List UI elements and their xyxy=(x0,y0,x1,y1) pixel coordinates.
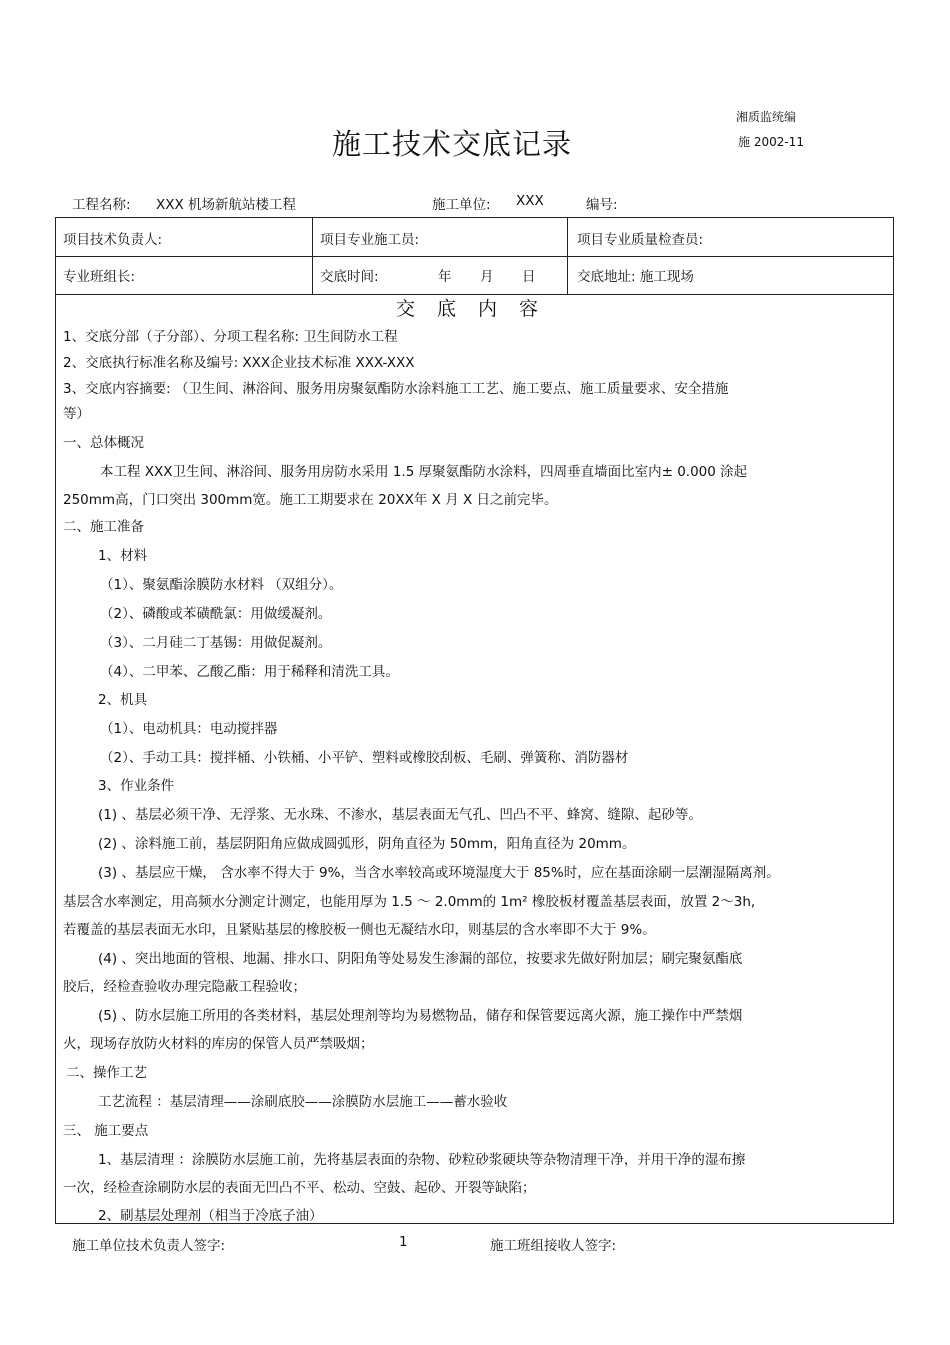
content-line: 1、基层清理 ：涂膜防水层施工前，先将基层表面的杂物、砂粒砂浆硬块等杂物清理干净，并用干净的湿布擦 xyxy=(98,1152,746,1168)
content-line: (3) 、基层应干燥， 含水率不得大于 9%，当含水率较高或环境湿度大于 85%时，应在基面涂刷一层潮湿隔离剂。 xyxy=(98,865,780,881)
year-label: 年 xyxy=(438,269,452,285)
month-label: 月 xyxy=(480,269,494,285)
content-line: (2) 、涂料施工前，基层阴阳角应做成圆弧形，阴角直径为 50mm，阳角直径为 20mm。 xyxy=(98,836,636,852)
page-number: 1 xyxy=(399,1234,408,1250)
content-line: 3、交底内容摘要: （卫生间、淋浴间、服务用房聚氨酯防水涂料施工工艺、施工要点、施工质量要求、安全措施 xyxy=(63,381,729,397)
content-line: （1）、聚氨酯涂膜防水材料 （双组分）。 xyxy=(100,577,343,593)
form-code-line2: 施 2002-11 xyxy=(738,135,804,149)
briefing-place: 交底地址: 施工现场 xyxy=(577,269,694,285)
tech-leader-label: 项目技术负责人: xyxy=(63,232,163,248)
content-line: 一、总体概况 xyxy=(63,435,144,451)
content-line: （4）、二甲苯、乙酸乙酯：用于稀释和清洗工具。 xyxy=(100,664,399,680)
project-name-label: 工程名称: xyxy=(72,197,131,213)
record-table xyxy=(55,217,894,1224)
content-line: 等） xyxy=(63,406,90,422)
number-label: 编号: xyxy=(586,197,618,213)
content-line: 3、作业条件 xyxy=(98,778,175,794)
table-divider xyxy=(567,218,568,294)
content-line: （2）、磷酸或苯磺酰氯：用做缓凝剂。 xyxy=(100,606,332,622)
content-line: 工艺流程 ：基层清理——涂刷底胶——涂膜防水层施工——蓄水验收 xyxy=(98,1094,508,1110)
table-divider xyxy=(312,218,313,294)
form-code-line1: 湘质监统编 xyxy=(736,110,797,124)
content-line: （2）、手动工具：搅拌桶、小铁桶、小平铲、塑料或橡胶刮板、毛刷、弹簧称、消防器材 xyxy=(100,750,629,766)
team-leader-label: 专业班组长: xyxy=(63,269,136,285)
content-line: 三、 施工要点 xyxy=(63,1123,149,1139)
content-line: 2、刷基层处理剂（相当于冷底子油） xyxy=(98,1208,323,1224)
content-line: 1、材料 xyxy=(98,548,148,564)
content-line: （1）、电动机具：电动搅拌器 xyxy=(100,721,278,737)
tech-leader-signature-label: 施工单位技术负责人签字: xyxy=(72,1238,226,1254)
page-title: 施工技术交底记录 xyxy=(332,127,573,161)
content-line: 若覆盖的基层表面无水印，且紧贴基层的橡胶板一侧也无凝结水印，则基层的含水率即不大于 9%。 xyxy=(63,922,656,938)
content-line: (4) 、突出地面的管根、地漏、排水口、阴阳角等处易发生渗漏的部位，按要求先做好附加层；刷完聚氨酯底 xyxy=(98,951,743,967)
content-line: (1) 、基层必须干净、无浮浆、无水珠、不渗水，基层表面无气孔、凹凸不平、蜂窝、缝隙、起砂等。 xyxy=(98,807,702,823)
construction-unit-value: XXX xyxy=(516,193,544,209)
quality-inspector-label: 项目专业质量检查员: xyxy=(577,232,704,248)
project-name-value: XXX 机场新航站楼工程 xyxy=(156,197,297,213)
content-line: （3）、二月硅二丁基锡：用做促凝剂。 xyxy=(100,635,332,651)
content-line: 2、交底执行标准名称及编号: XXX企业技术标准 XXX-XXX xyxy=(63,355,415,371)
section-title: 交底内容 xyxy=(396,298,561,320)
content-line: 二、操作工艺 xyxy=(66,1065,147,1081)
content-line: 250mm高，门口突出 300mm宽。施工工期要求在 20XX年 X 月 X 日之前完毕。 xyxy=(63,492,558,508)
content-line: 二、施工准备 xyxy=(63,519,144,535)
construction-unit-label: 施工单位: xyxy=(432,197,491,213)
content-line: 2、机具 xyxy=(98,692,148,708)
content-line: 火，现场存放防火材料的库房的保管人员严禁吸烟； xyxy=(63,1036,374,1052)
site-engineer-label: 项目专业施工员: xyxy=(320,232,420,248)
briefing-time-label: 交底时间: xyxy=(320,269,379,285)
content-line: 胶后，经检查验收办理完隐蔽工程验收； xyxy=(63,979,306,995)
table-divider xyxy=(56,256,893,257)
content-line: 基层含水率测定，用高频水分测定计测定，也能用厚为 1.5 ～ 2.0mm的 1m² 橡胶板材覆盖基层表面，放置 2～3h, xyxy=(63,894,756,910)
content-line: 1、交底分部（子分部）、分项工程名称: 卫生间防水工程 xyxy=(63,329,398,345)
content-line: 本工程 XXX卫生间、淋浴间、服务用房防水采用 1.5 厚聚氨酯防水涂料，四周垂直墙面比室内± 0.000 涂起 xyxy=(100,464,748,480)
content-line: (5) 、防水层施工所用的各类材料，基层处理剂等均为易燃物品，储存和保管要远离火源，施工操作中严禁烟 xyxy=(98,1008,743,1024)
team-receiver-signature-label: 施工班组接收人签字: xyxy=(490,1238,617,1254)
content-line: 一次，经检查涂刷防水层的表面无凹凸不平、松动、空鼓、起砂、开裂等缺陷； xyxy=(63,1180,536,1196)
day-label: 日 xyxy=(522,269,536,285)
